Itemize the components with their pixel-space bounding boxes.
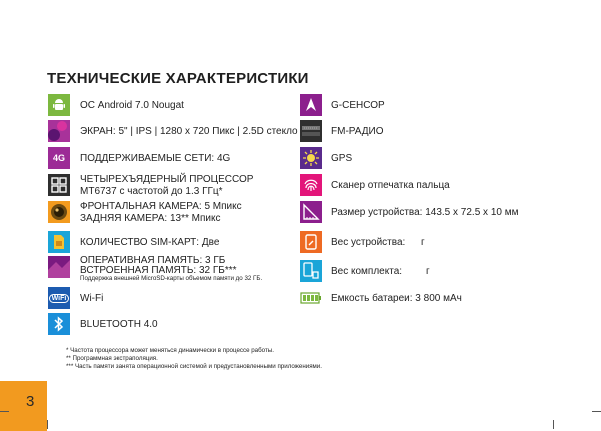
spec-cpu-line2: MT6737 с частотой до 1.3 ГГц*	[80, 186, 223, 197]
wifi-icon	[48, 287, 70, 309]
spec-os: ОС Android 7.0 Nougat	[80, 100, 184, 111]
page-number-box	[0, 381, 47, 431]
spec-weight: Вес устройства:	[331, 237, 406, 248]
fingerprint-icon	[300, 174, 322, 196]
spec-camera-rear: ЗАДНЯЯ КАМЕРА: 13** Мпикс	[80, 213, 221, 224]
spec-size: Размер устройства: 143.5 x 72.5 x 10 мм	[331, 207, 519, 218]
gsensor-icon	[300, 94, 322, 116]
ruler-size-icon	[300, 201, 322, 223]
spec-kit-weight: Вес комплекта:	[331, 266, 403, 277]
footnote-1: * Частота процессора может меняться динамически в процессе работы.	[66, 347, 274, 354]
gps-icon	[300, 147, 322, 169]
kit-weight-icon	[300, 260, 322, 282]
spec-battery: Емкость батареи: 3 800 мАч	[331, 293, 462, 304]
spec-gps: GPS	[331, 153, 353, 164]
crop-mark	[0, 411, 9, 412]
cpu-icon	[48, 174, 70, 196]
spec-sim: КОЛИЧЕСТВО SIM-КАРТ: Две	[80, 237, 220, 248]
spec-gsensor: G-СЕНСОР	[331, 100, 385, 111]
footnote-3: *** Часть памяти занята операционной системой и предустановленными приложениями.	[66, 363, 322, 370]
page-number: 3	[26, 393, 35, 410]
memory-icon	[48, 256, 70, 278]
battery-icon	[300, 287, 322, 309]
spec-screen: ЭКРАН: 5" | IPS | 1280 x 720 Пикс | 2.5D стекло	[80, 126, 298, 137]
crop-mark	[553, 420, 554, 429]
spec-weight-unit: г	[421, 237, 425, 248]
spec-microsd: Поддержка внешней MicroSD-карты объемом памяти до 32 ГБ.	[80, 275, 263, 282]
fm-radio-icon	[300, 120, 322, 142]
spec-kit-unit: г	[426, 266, 430, 277]
network-4g-icon	[48, 147, 70, 169]
spec-cpu-line1: ЧЕТЫРЕХЪЯДЕРНЫЙ ПРОЦЕССОР	[80, 174, 254, 185]
android-icon	[48, 94, 70, 116]
badge-wifi: WiFi	[49, 294, 70, 303]
spec-camera-front: ФРОНТАЛЬНАЯ КАМЕРА: 5 Мпикс	[80, 201, 242, 212]
spec-fm: FM-РАДИО	[331, 126, 384, 137]
page-title: ТЕХНИЧЕСКИЕ ХАРАКТЕРИСТИКИ	[47, 70, 309, 87]
spec-bluetooth: BLUETOOTH 4.0	[80, 319, 158, 330]
crop-mark	[592, 411, 601, 412]
spec-networks: ПОДДЕРЖИВАЕМЫЕ СЕТИ: 4G	[80, 153, 231, 164]
sim-card-icon	[48, 231, 70, 253]
screen-icon	[48, 120, 70, 142]
camera-icon	[48, 201, 70, 223]
spec-ram: ОПЕРАТИВНАЯ ПАМЯТЬ: 3 ГБ	[80, 255, 226, 266]
spec-rom: ВСТРОЕННАЯ ПАМЯТЬ: 32 ГБ***	[80, 265, 237, 276]
weight-icon	[300, 231, 322, 253]
footnote-2: ** Программная экстраполяция.	[66, 355, 158, 362]
spec-fingerprint: Сканер отпечатка пальца	[331, 180, 450, 191]
badge-4g: 4G	[52, 153, 65, 163]
bluetooth-icon	[48, 313, 70, 335]
crop-mark	[47, 420, 48, 429]
spec-wifi: Wi-Fi	[80, 293, 104, 304]
